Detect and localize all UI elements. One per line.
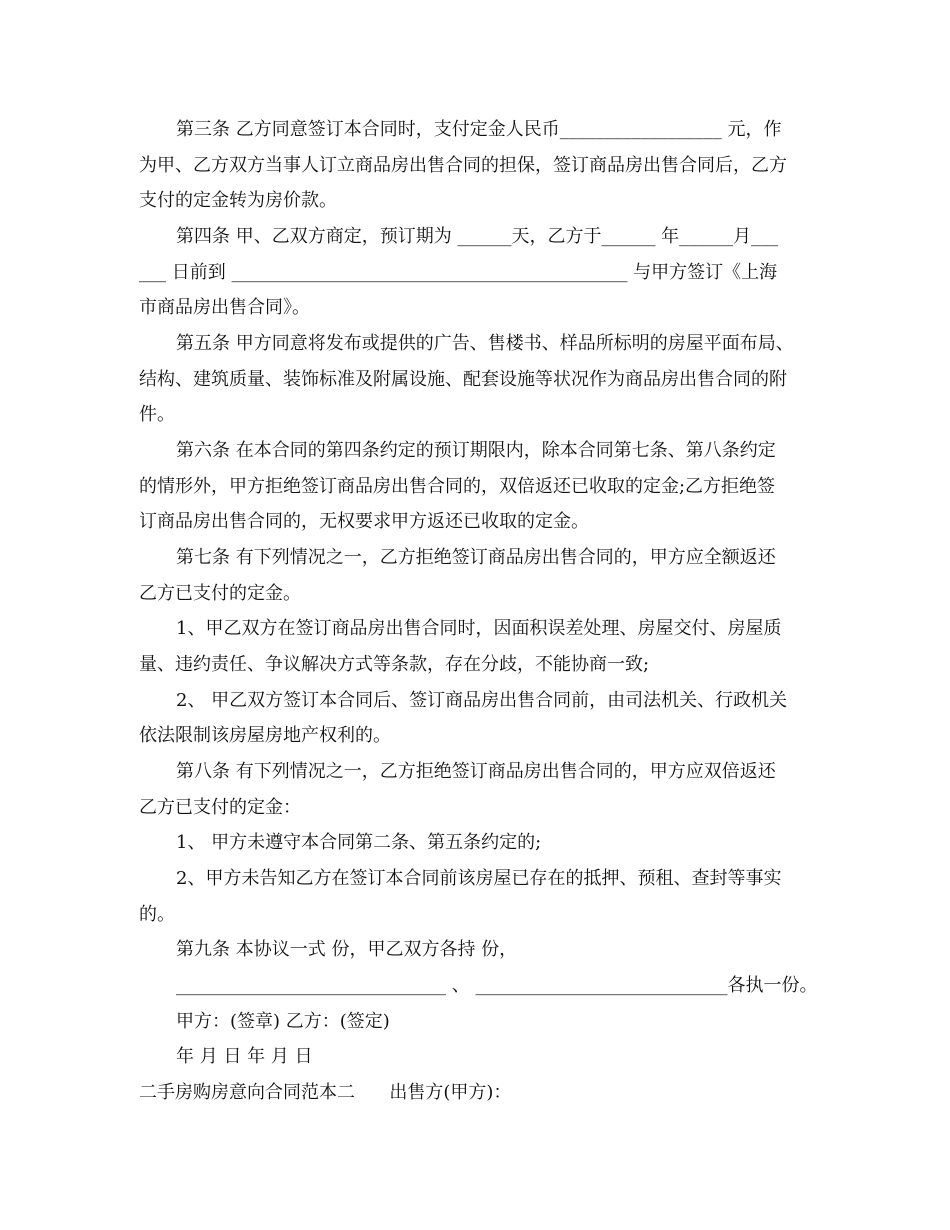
text-line: 为甲、乙方双方当事人订立商品房出售合同的担保，签订商品房出售合同后，乙方: [139, 155, 787, 176]
text-line: 依法限制该房屋房地产权利的。: [139, 725, 391, 746]
text-line: 第六条 在本合同的第四条约定的预订期限内，除本合同第七条、第八条约定: [176, 440, 776, 461]
text-line: 2、 甲乙双方签订本合同后、签订商品房出售合同前，由司法机关、行政机关: [176, 690, 788, 711]
text-line: 量、违约责任、争议解决方式等条款，存在分歧，不能协商一致;: [139, 654, 650, 675]
text-line: 第八条 有下列情况之一，乙方拒绝签订商品房出售合同的，甲方应双倍返还: [176, 761, 776, 782]
text-line: 第四条 甲、乙双方商定，预订期为 ______天，乙方于______ 年______月___: [176, 226, 779, 247]
text-line: 结构、建筑质量、装饰标准及附属设施、配套设施等状况作为商品房出售合同的附: [139, 369, 787, 390]
text-line: 乙方已支付的定金。: [139, 583, 301, 604]
text-line: 年 月 日 年 月 日: [176, 1046, 313, 1067]
text-line: 第九条 本协议一式 份，甲乙双方各持 份，: [176, 939, 518, 960]
text-line: 2、甲方未告知乙方在签订本合同前该房屋已存在的抵押、预租、查封等事实: [176, 868, 782, 889]
text-line: 支付的定金转为房价款。: [139, 190, 337, 211]
text-line: 的情形外，甲方拒绝签订商品房出售合同的，双倍返还已收取的定金;乙方拒绝签: [139, 476, 776, 497]
text-line: 件。: [139, 404, 175, 425]
text-line: 第七条 有下列情况之一，乙方拒绝签订商品房出售合同的，甲方应全额返还: [176, 547, 776, 568]
text-line: 第三条 乙方同意签订本合同时，支付定金人民币__________________ 元，作: [176, 119, 782, 140]
text-line: 甲方：(签章) 乙方：(签定): [176, 1011, 390, 1032]
text-line: 市商品房出售合同》。: [139, 297, 310, 318]
text-line: ______________________________ 、 ____________________________各执一份。: [176, 975, 818, 996]
text-line: 1、 甲方未遵守本合同第二条、第五条约定的;: [176, 832, 542, 853]
text-line: 的。: [139, 904, 175, 925]
text-line: 订商品房出售合同的，无权要求甲方返还已收取的定金。: [139, 511, 589, 532]
text-line: ___ 日前到 ____________________________________________ 与甲方签订《上海: [139, 262, 778, 283]
text-line: 乙方已支付的定金：: [139, 797, 301, 818]
text-line: 第五条 甲方同意将发布或提供的广告、售楼书、样品所标明的房屋平面布局、: [176, 333, 794, 354]
text-line: 二手房购房意向合同范本二 出售方(甲方)：: [139, 1082, 512, 1103]
text-line: 1、甲乙双方在签订商品房出售合同时，因面积误差处理、房屋交付、房屋质: [176, 618, 782, 639]
